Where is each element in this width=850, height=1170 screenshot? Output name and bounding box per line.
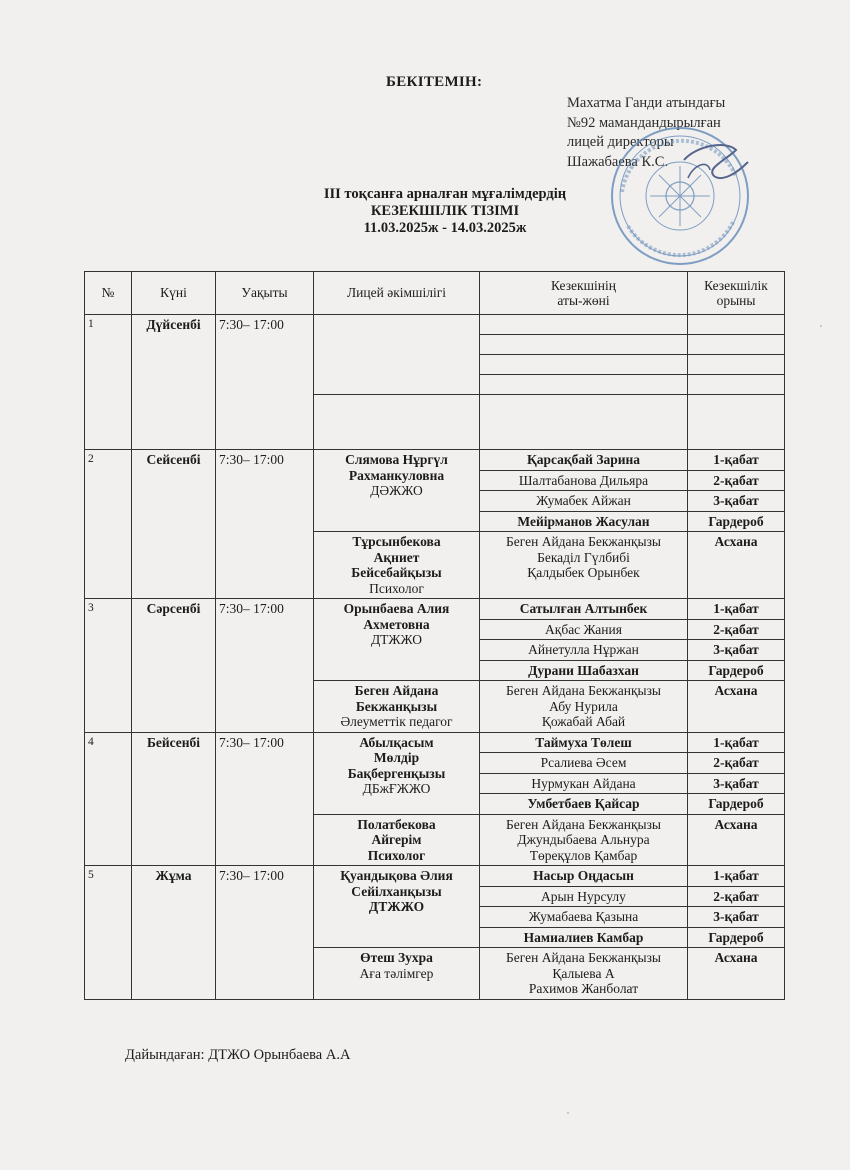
table-header-row — [85, 272, 785, 315]
duty-name-cell: Айнетулла Нұржан — [480, 640, 688, 661]
duty-place-cell: 1-қабат — [688, 732, 785, 753]
header-time: Уақыты — [216, 272, 314, 315]
duty-name-cell: Қарсақбай Зарина — [480, 450, 688, 471]
admin-cell — [314, 732, 480, 814]
admin-role: ДТЖЖО — [368, 899, 425, 914]
day-time: 7:30– 17:00 — [216, 732, 314, 866]
day-number: 1 — [85, 315, 132, 450]
admin-name: Ахметовна — [363, 616, 430, 632]
duty-place-cell: 1-қабат — [688, 599, 785, 620]
duty-place-cell — [688, 395, 785, 450]
duty-place-cell — [688, 375, 785, 395]
approval-heading: БЕКІТЕМІН: — [386, 74, 483, 90]
duty-place-cell: Гардероб — [688, 794, 785, 815]
admin-name: Полатбекова — [357, 816, 436, 832]
duty-place-cell: Гардероб — [688, 660, 785, 681]
canteen-name: Қалыева А — [552, 965, 615, 981]
table-row — [85, 732, 785, 753]
admin-name: Қуандықова Әлия — [340, 868, 453, 883]
admin-name: Өтеш Зухра — [360, 950, 433, 965]
director-line: лицей директоры — [567, 134, 674, 150]
admin-cell — [314, 395, 480, 450]
duty-name-cell: Умбетбаев Қайсар — [480, 794, 688, 815]
canteen-name: Қалдыбек Орынбек — [527, 565, 640, 580]
header-name-line: Кезекшінің — [551, 277, 616, 293]
canteen-place-cell: Асхана — [688, 532, 785, 599]
duty-place-cell — [688, 335, 785, 355]
duty-name-cell: Насыр Оңдасын — [480, 866, 688, 887]
canteen-name: Беген Айдана Бекжанқызы — [506, 816, 661, 832]
table-row — [85, 315, 785, 335]
scan-speck — [567, 1112, 569, 1114]
duty-place-cell: 2-қабат — [688, 753, 785, 774]
day-name: Бейсенбі — [132, 732, 216, 866]
day-time: 7:30– 17:00 — [216, 599, 314, 733]
admin-name: Тұрсынбекова — [352, 534, 441, 549]
day-time: 7:30– 17:00 — [216, 315, 314, 450]
admin-role: ДБжҒЖЖО — [362, 781, 431, 796]
header-name-line: аты-жөні — [557, 293, 610, 308]
canteen-name: Бекаділ Гүлбибі — [537, 549, 630, 565]
admin-name: Абылқасым — [359, 734, 434, 750]
duty-name-cell: Ақбас Жания — [480, 619, 688, 640]
admin-name: Орынбаева Алия — [343, 601, 450, 616]
day-number: 5 — [85, 866, 132, 1000]
canteen-place-cell: Асхана — [688, 948, 785, 1000]
admin-role: Әлеуметтік педагог — [340, 714, 453, 729]
director-line: Шажабаева К.С. — [567, 153, 669, 170]
canteen-names-cell — [480, 948, 688, 1000]
duty-place-cell — [688, 355, 785, 375]
admin-role: ДТЖЖО — [370, 632, 423, 647]
admin-name: Мөлдір — [373, 750, 420, 765]
canteen-name: Беген Айдана Бекжанқызы — [506, 683, 661, 698]
canteen-name: Джундыбаева Альнура — [517, 832, 650, 847]
header-name — [480, 272, 688, 315]
canteen-names-cell — [480, 681, 688, 733]
duty-place-cell: 2-қабат — [688, 470, 785, 491]
canteen-name: Беген Айдана Бекжанқызы — [506, 950, 661, 965]
canteen-place-cell: Асхана — [688, 814, 785, 866]
admin-name: Бейсебайқызы — [351, 565, 442, 580]
header-admin: Лицей әкімшілігі — [314, 272, 480, 315]
duty-name-cell — [480, 395, 688, 450]
admin-cell — [314, 866, 480, 948]
duty-schedule-table — [84, 271, 785, 1000]
admin-name: Слямова Нұргүл — [345, 452, 448, 467]
duty-place-cell: 3-қабат — [688, 773, 785, 794]
table-row — [85, 450, 785, 471]
duty-place-cell — [688, 315, 785, 335]
admin-name: Рахманкуловна — [348, 467, 445, 483]
header-place — [688, 272, 785, 315]
canteen-place-cell: Асхана — [688, 681, 785, 733]
document-title — [240, 186, 650, 237]
canteen-names-cell — [480, 814, 688, 866]
scan-speck — [820, 325, 822, 327]
admin-name: Айгерім — [371, 832, 422, 847]
admin-cell — [314, 948, 480, 1000]
admin-cell — [314, 681, 480, 733]
title-line: КЕЗЕКШІЛІК ТІЗІМІ — [370, 203, 520, 219]
day-name: Сәрсенбі — [132, 599, 216, 733]
duty-name-cell: Таймуха Төлеш — [480, 732, 688, 753]
prepared-by: Дайындаған: ДТЖО Орынбаева А.А — [125, 1047, 351, 1063]
canteen-name: Рахимов Жанболат — [528, 981, 639, 996]
title-dates: 11.03.2025ж - 14.03.2025ж — [363, 220, 527, 236]
day-name: Жұма — [132, 866, 216, 1000]
admin-name: Ақниет — [373, 549, 420, 565]
admin-role: Психолог — [367, 847, 426, 863]
admin-name: Бақбергенқызы — [347, 765, 446, 781]
admin-cell — [314, 814, 480, 866]
duty-name-cell: Дурани Шабазхан — [480, 660, 688, 681]
admin-name: Сейілханқызы — [351, 883, 442, 899]
day-number: 2 — [85, 450, 132, 599]
duty-place-cell: 2-қабат — [688, 619, 785, 640]
duty-name-cell: Намиалиев Камбар — [480, 927, 688, 948]
day-number: 4 — [85, 732, 132, 866]
duty-name-cell — [480, 375, 688, 395]
duty-place-cell: Гардероб — [688, 511, 785, 532]
duty-name-cell — [480, 335, 688, 355]
duty-place-cell: 3-қабат — [688, 491, 785, 512]
duty-place-cell: 1-қабат — [688, 866, 785, 887]
duty-name-cell: Жумабаева Қазына — [480, 907, 688, 928]
admin-cell — [314, 599, 480, 681]
day-time: 7:30– 17:00 — [216, 450, 314, 599]
director-line: Махатма Ганди атындағы — [567, 95, 726, 111]
duty-place-cell: 3-қабат — [688, 640, 785, 661]
duty-name-cell: Нурмукан Айдана — [480, 773, 688, 794]
header-place-line: Кезекшілік — [704, 277, 768, 293]
admin-name: Беген Айдана — [354, 683, 439, 698]
table-row — [85, 866, 785, 887]
duty-place-cell: 1-қабат — [688, 450, 785, 471]
day-time: 7:30– 17:00 — [216, 866, 314, 1000]
canteen-name: Беген Айдана Бекжанқызы — [506, 534, 661, 549]
header-place-line: орыны — [716, 293, 756, 308]
admin-cell — [314, 532, 480, 599]
duty-name-cell: Арын Нурсулу — [480, 886, 688, 907]
canteen-name: Қожабай Абай — [541, 714, 626, 729]
canteen-names-cell — [480, 532, 688, 599]
admin-cell — [314, 450, 480, 532]
duty-place-cell: Гардероб — [688, 927, 785, 948]
duty-name-cell: Рсалиева Әсем — [480, 753, 688, 774]
duty-name-cell: Мейірманов Жасулан — [480, 511, 688, 532]
day-name: Сейсенбі — [132, 450, 216, 599]
duty-place-cell: 2-қабат — [688, 886, 785, 907]
title-line: ІІІ тоқсанға арналған мұғалімдердің — [323, 186, 567, 202]
duty-place-cell: 3-қабат — [688, 907, 785, 928]
duty-name-cell: Шалтабанова Дильяра — [480, 470, 688, 491]
header-day: Күні — [132, 272, 216, 315]
duty-name-cell — [480, 355, 688, 375]
day-name: Дүйсенбі — [132, 315, 216, 450]
duty-name-cell: Сатылған Алтынбек — [480, 599, 688, 620]
director-line: №92 мамандандырылған — [567, 114, 721, 131]
canteen-name: Абу Нурила — [549, 698, 618, 714]
admin-cell — [314, 315, 480, 395]
admin-role: Аға тәлімгер — [359, 965, 434, 981]
admin-role: ДӘЖЖО — [370, 483, 423, 498]
canteen-name: Төреқұлов Қамбар — [529, 847, 638, 863]
admin-name: Бекжанқызы — [355, 698, 438, 714]
table-row — [85, 599, 785, 620]
duty-name-cell — [480, 315, 688, 335]
admin-role: Психолог — [369, 580, 424, 596]
day-number: 3 — [85, 599, 132, 733]
header-num: № — [85, 272, 132, 315]
duty-name-cell: Жумабек Айжан — [480, 491, 688, 512]
